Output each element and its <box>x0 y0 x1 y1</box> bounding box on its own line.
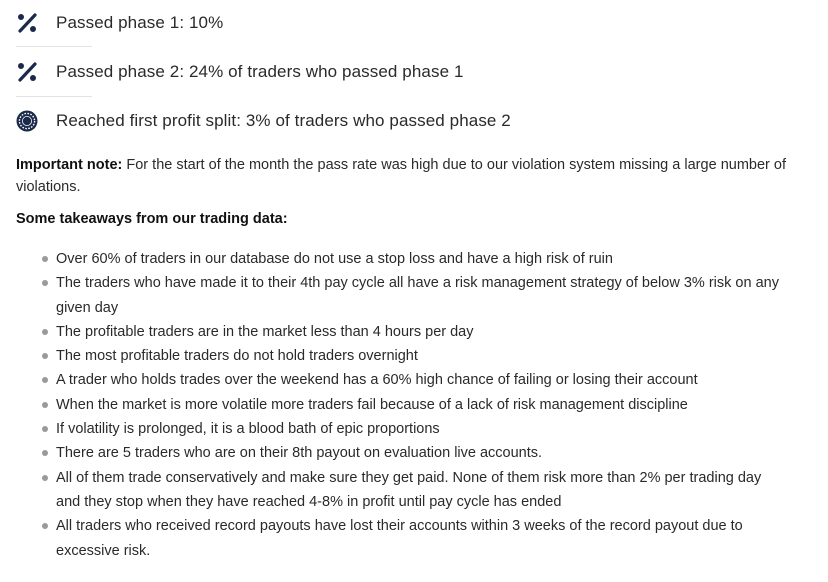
list-item: All traders who received record payouts have lost their accounts within 3 weeks of the record payout due to excessive risk. <box>40 514 782 563</box>
badge-icon <box>16 110 38 132</box>
list-item: If volatility is prolonged, it is a blood bath of epic proportions <box>40 417 782 441</box>
profit-split-row <box>16 110 511 132</box>
phase-divider <box>16 46 92 47</box>
percent-icon <box>16 61 38 83</box>
phase-2-label: Passed phase 2: 24% of traders who passed phase 1 <box>56 62 464 81</box>
profit-split-label: Reached first profit split: 3% of traders who passed phase 2 <box>56 111 511 130</box>
important-note-heading: Important note: <box>16 157 123 173</box>
list-item: There are 5 traders who are on their 8th payout on evaluation live accounts. <box>40 441 782 465</box>
list-item: The traders who have made it to their 4th pay cycle all have a risk management strategy of below 3% risk on any given day <box>40 271 782 320</box>
list-item: The profitable traders are in the market less than 4 hours per day <box>40 320 782 344</box>
important-note <box>16 154 786 198</box>
list-item: The most profitable traders do not hold traders overnight <box>40 344 782 368</box>
takeaways-list <box>40 247 782 563</box>
important-note-text: For the start of the month the pass rate was high due to our violation system missing a large number of violations. <box>16 157 786 195</box>
phase-1-row <box>16 12 223 34</box>
list-item: A trader who holds trades over the weekend has a 60% high chance of failing or losing their account <box>40 368 782 392</box>
phase-divider <box>16 96 92 97</box>
list-item: Over 60% of traders in our database do not use a stop loss and have a high risk of ruin <box>40 247 782 271</box>
percent-icon <box>16 12 38 34</box>
phase-2-row <box>16 61 464 83</box>
takeaways-title: Some takeaways from our trading data: <box>16 211 288 227</box>
list-item: All of them trade conservatively and make sure they get paid. None of them risk more than 2% per trading day and they stop when they have reached 4-8% in profit until pay cycle has ended <box>40 466 782 515</box>
list-item: When the market is more volatile more traders fail because of a lack of risk management discipline <box>40 393 782 417</box>
phase-1-label: Passed phase 1: 10% <box>56 13 224 32</box>
